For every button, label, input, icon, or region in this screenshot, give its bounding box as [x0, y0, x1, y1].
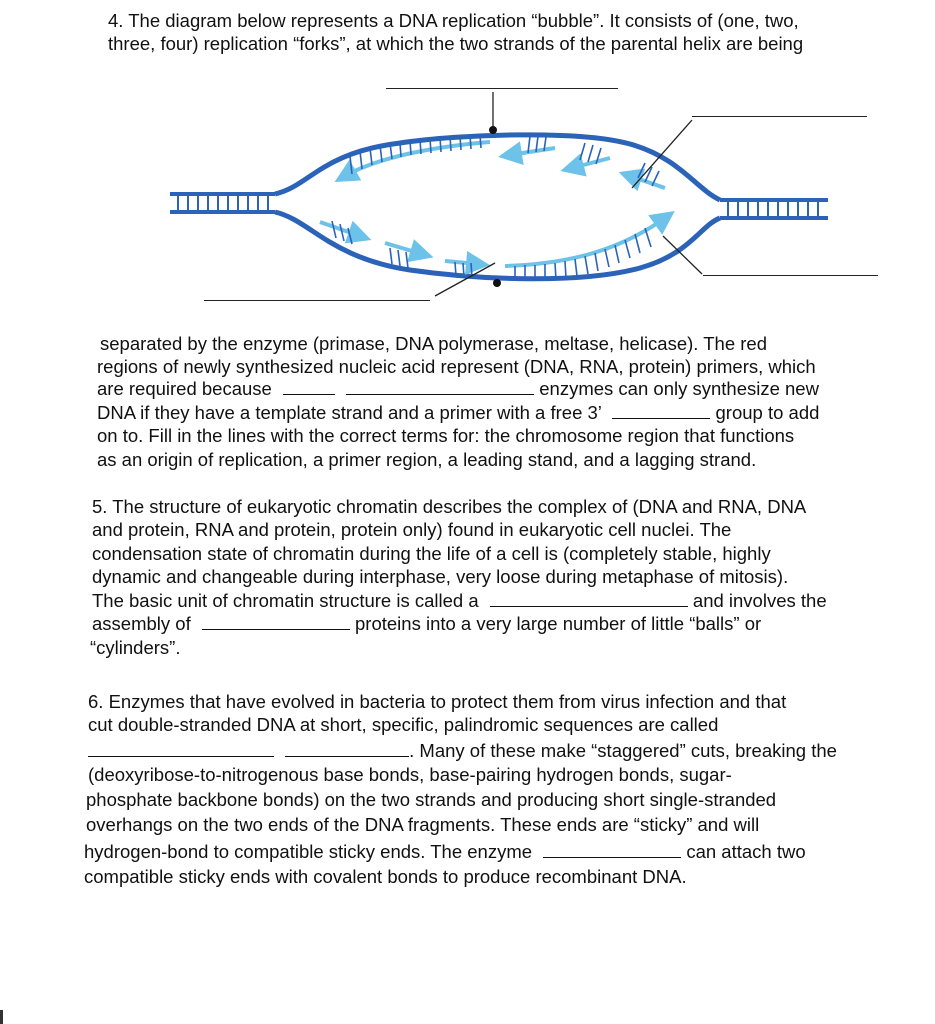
replication-bubble-diagram	[160, 78, 885, 318]
right-parental-duplex	[720, 200, 828, 218]
q4-line-6	[97, 402, 819, 424]
q6-line-4: (deoxyribose-to-nitrogenous base bonds, base-pairing hydrogen bonds, sugar-	[88, 764, 732, 785]
origin-dot-lower	[493, 279, 501, 287]
q4-line-6-text-b: group to add	[715, 402, 820, 423]
q4-line-5-text-a: are required because	[97, 378, 272, 399]
page-edge-mark	[0, 1010, 3, 1024]
q4-line-8: as an origin of replication, a primer region, a leading stand, and a lagging strand.	[97, 449, 757, 470]
q4-line-2: three, four) replication “forks”, at which the two strands of the parental helix are being	[108, 33, 804, 54]
q6-line-7-text-b: can attach two	[686, 841, 806, 862]
q4-line-4: regions of newly synthesized nucleic acid represent (DNA, RNA, protein) primers, which	[97, 356, 816, 377]
q4-blank-reason-1[interactable]	[283, 378, 335, 395]
upper-lagging-fragments	[510, 136, 665, 188]
left-parental-duplex	[170, 194, 275, 212]
q6-blank-ligase[interactable]	[543, 841, 681, 858]
q6-line-3	[88, 740, 837, 762]
q5-line-3: condensation state of chromatin during the life of a cell is (completely stable, highly	[92, 543, 771, 564]
upper-parental-strand	[275, 135, 720, 200]
q5-blank-unit[interactable]	[490, 590, 688, 607]
diagram-label-blank-upper-right[interactable]	[692, 116, 867, 117]
q5-line-5-text-a: The basic unit of chromatin structure is called a	[92, 590, 479, 611]
q5-line-7: “cylinders”.	[90, 637, 181, 658]
q6-line-7-text-a: hydrogen-bond to compatible sticky ends. The enzyme	[84, 841, 533, 862]
q5-line-5	[92, 590, 827, 612]
q5-line-6-text-a: assembly of	[92, 613, 191, 634]
diagram-label-blank-top[interactable]	[386, 88, 618, 89]
q6-line-2: cut double-stranded DNA at short, specific, palindromic sequences are called	[88, 714, 719, 735]
diagram-label-blank-lower-left[interactable]	[204, 300, 430, 301]
q5-line-1: 5. The structure of eukaryotic chromatin describes the complex of (DNA and RNA, DNA	[92, 496, 807, 517]
q4-line-6-text-a: DNA if they have a template strand and a primer with a free 3’	[97, 402, 602, 423]
q4-line-3: separated by the enzyme (primase, DNA polymerase, meltase, helicase). The red	[100, 333, 767, 354]
q4-line-5	[97, 378, 819, 400]
q5-line-5-text-b: and involves the	[692, 590, 827, 611]
q6-blank-enzyme-2[interactable]	[285, 740, 409, 757]
origin-dot-upper	[489, 126, 497, 134]
q6-line-6: overhangs on the two ends of the DNA fragments. These ends are “sticky” and will	[86, 814, 760, 835]
q6-blank-enzyme-1[interactable]	[88, 740, 274, 757]
q6-line-1: 6. Enzymes that have evolved in bacteria to protect them from virus infection and that	[88, 691, 787, 712]
q4-line-1: 4. The diagram below represents a DNA replication “bubble”. It consists of (one, two,	[108, 10, 799, 31]
q6-line-7	[84, 841, 806, 863]
q5-line-6-text-b: proteins into a very large number of little “balls” or	[355, 613, 762, 634]
q6-line-5: phosphate backbone bonds) on the two strands and producing short single-stranded	[86, 789, 777, 810]
lower-parental-strand	[275, 212, 720, 279]
q6-line-8: compatible sticky ends with covalent bonds to produce recombinant DNA.	[84, 866, 687, 887]
upper-right-pointer	[632, 120, 692, 188]
q4-line-5-text-b: enzymes can only synthesize new	[539, 378, 819, 399]
q5-blank-proteins[interactable]	[202, 613, 350, 630]
q5-line-6	[92, 613, 761, 635]
q5-line-4: dynamic and changeable during interphase, very loose during metaphase of mitosis).	[92, 566, 789, 587]
q6-line-3-text: . Many of these make “staggered” cuts, breaking the	[409, 740, 837, 761]
q4-blank-reason-2[interactable]	[346, 378, 534, 395]
q4-blank-group[interactable]	[612, 402, 710, 419]
diagram-label-blank-lower-right[interactable]	[703, 275, 878, 276]
q5-line-2: and protein, RNA and protein, protein only) found in eukaryotic cell nuclei. The	[92, 519, 732, 540]
q4-line-7: on to. Fill in the lines with the correct terms for: the chromosome region that functions	[97, 425, 795, 446]
